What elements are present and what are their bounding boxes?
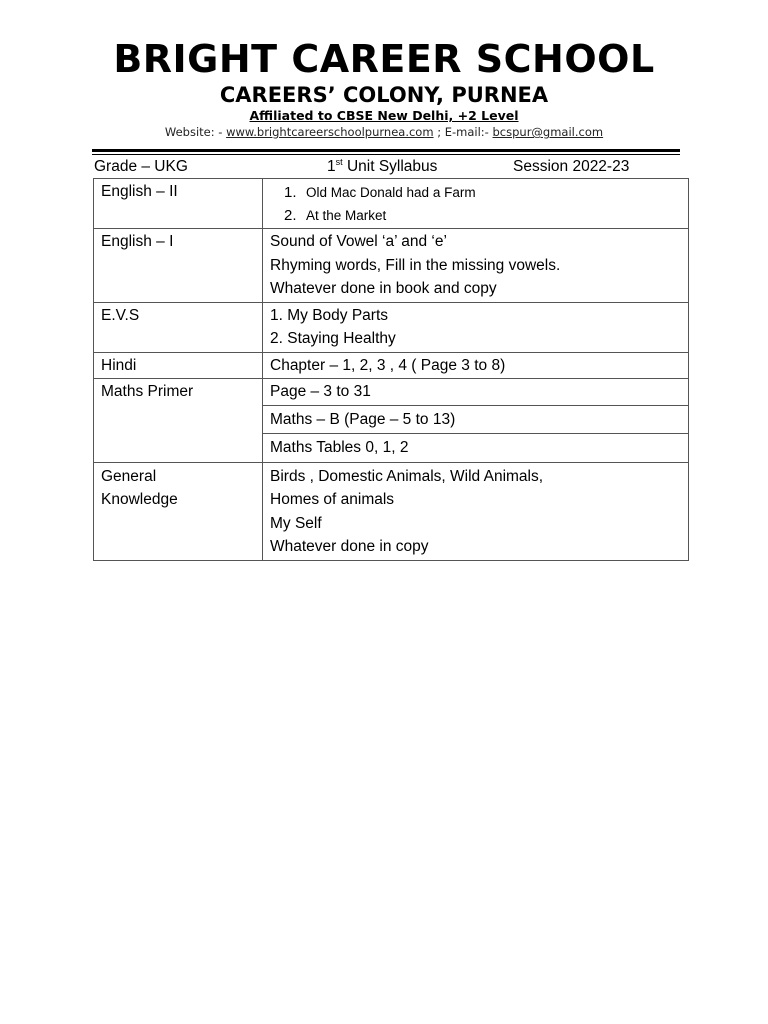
topic-item: 1. Old Mac Donald had a Farm <box>284 184 476 201</box>
topics-cell <box>263 434 689 463</box>
topic-line: Chapter – 1, 2, 3 , 4 ( Page 3 to 8) <box>270 356 506 374</box>
topic-line: Whatever done in book and copy <box>270 280 497 297</box>
topic-line: Sound of Vowel ‘a’ and ‘e’ <box>270 233 447 250</box>
unit-label <box>327 157 437 177</box>
subject-line: General <box>101 467 157 485</box>
subject-cell <box>94 462 263 560</box>
affiliation-line: Affiliated to CBSE New Delhi, +2 Level <box>249 108 519 123</box>
subject-cell: E.V.S <box>94 302 263 352</box>
topic-line: Page – 3 to 31 <box>270 383 371 400</box>
subject-cell: English – I <box>94 229 263 303</box>
topics-cell <box>263 379 689 406</box>
grade-line <box>94 157 688 177</box>
session-label: Session 2022-23 <box>513 158 630 175</box>
topics-cell <box>263 179 689 229</box>
subject-cell: Maths Primer <box>94 379 263 463</box>
topics-cell <box>263 229 689 303</box>
table-row <box>94 229 689 303</box>
topic-line: Whatever done in copy <box>270 538 429 555</box>
grade-label: Grade – UKG <box>94 158 188 175</box>
unit-suffix: st <box>335 156 343 167</box>
table-row <box>94 302 689 352</box>
topic-item: 2. At the Market <box>284 207 387 224</box>
website-label: Website: - <box>164 125 223 139</box>
table-row <box>94 179 689 229</box>
table-row <box>94 379 689 406</box>
email-label: ; E-mail:- <box>437 125 489 139</box>
website-link[interactable]: www.brightcareerschoolpurnea.com <box>226 125 434 139</box>
unit-text: Unit Syllabus <box>346 158 438 175</box>
syllabus-table <box>93 178 689 561</box>
school-address: CAREERS’ COLONY, PURNEA <box>219 83 549 107</box>
topic-line: 2. Staying Healthy <box>270 330 396 347</box>
letterhead <box>0 36 768 140</box>
topic-line: Maths – B (Page – 5 to 13) <box>270 410 456 428</box>
topics-cell <box>263 352 689 379</box>
topic-line: Homes of animals <box>270 491 395 508</box>
topic-line: My Self <box>270 514 322 532</box>
header-divider-thin <box>92 154 680 155</box>
topics-cell <box>263 302 689 352</box>
unit-number: 1 <box>327 158 336 175</box>
topics-cell <box>263 462 689 560</box>
school-name: BRIGHT CAREER SCHOOL <box>113 37 655 81</box>
subject-cell: English – II <box>94 179 263 229</box>
email-link[interactable]: bcspur@gmail.com <box>492 125 604 139</box>
subject-line: Knowledge <box>101 491 178 508</box>
table-row <box>94 462 689 560</box>
subject-cell: Hindi <box>94 352 263 379</box>
topic-line: Maths Tables 0, 1, 2 <box>270 439 409 456</box>
topic-line: Birds , Domestic Animals, Wild Animals, <box>270 467 544 485</box>
contact-line <box>0 124 768 140</box>
topic-line: Rhyming words, Fill in the missing vowels. <box>270 256 561 274</box>
topic-line: 1. My Body Parts <box>270 306 389 324</box>
topics-cell <box>263 405 689 434</box>
header-divider-thick <box>92 149 680 152</box>
table-row <box>94 352 689 379</box>
